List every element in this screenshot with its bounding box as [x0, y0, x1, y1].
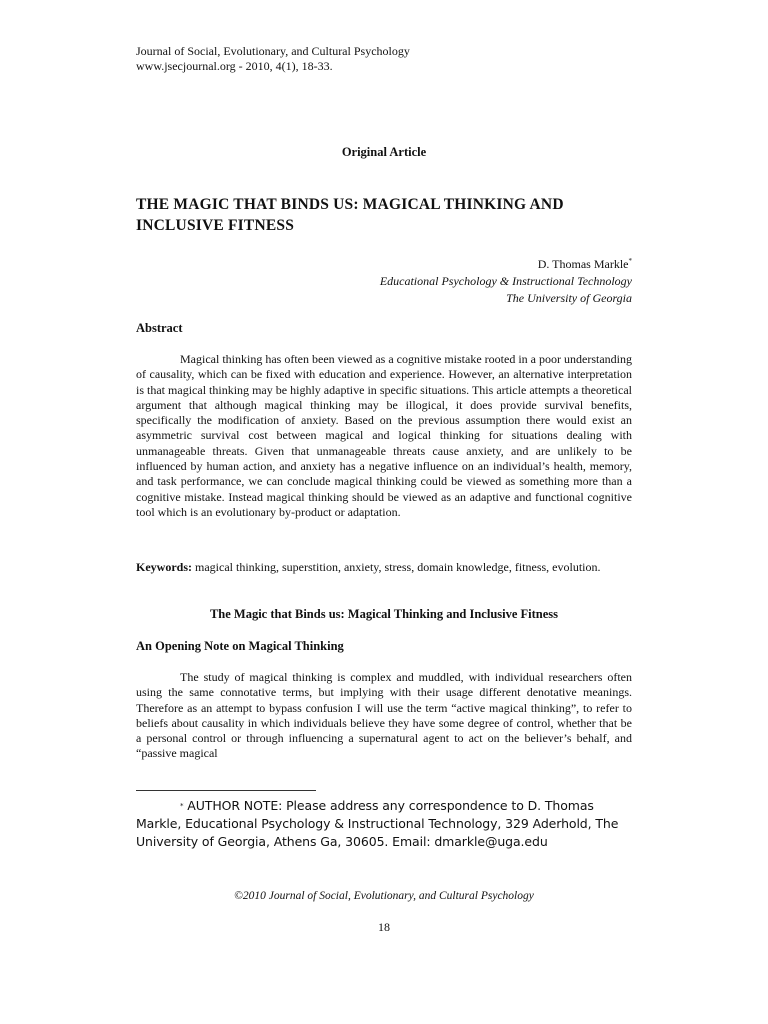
author-institution: The University of Georgia [506, 291, 632, 305]
footnote-mark: * [180, 802, 184, 810]
keywords-text: magical thinking, superstition, anxiety, stress, domain knowledge, fitness, evolution. [192, 560, 601, 574]
footnote-separator [136, 790, 316, 791]
keywords [136, 560, 632, 575]
author-line [380, 253, 632, 273]
journal-header [136, 44, 410, 74]
footnote [136, 797, 636, 851]
author-note-mark: * [628, 257, 632, 265]
section-title: The Magic that Binds us: Magical Thinking and Inclusive Fitness [209, 607, 559, 621]
abstract-text: Magical thinking has often been viewed as a cognitive mistake rooted in a poor understanding of causality, which can be fixed with education and experience. However, an alternative interpretation is that magical thinking may be highly adaptive in specific situations. This article attempts a theoretical argument that although magical thinking may be illogical, it does provide survival benefits, specifically the modification of anxiety. Based on the previous assumption there would exist an asymmetric survival cost between magical and logical thinking for situations dealing with unmanageable threats. Given that unmanageable threats cause anxiety, and are unlikely to be influenced by human action, and anxiety has a negative influence on an individual’s health, memory, and task performance, we can conclude magical thinking could be viewed as something more than a cognitive mistake. Instead magical thinking should be viewed as an adaptive and functional cognitive tool which is an evolutionary by-product or adaptation. [136, 352, 632, 519]
author-block [380, 253, 632, 307]
article-type: Original Article [341, 145, 427, 159]
footnote-text: AUTHOR NOTE: Please address any correspondence to D. Thomas Markle, Educational Psychology & Instructional Technology, 329 Aderhold, The University of Georgia, Athens Ga, 30605. Email: dmarkle@uga.edu [136, 798, 619, 849]
abstract-heading: Abstract [136, 321, 183, 335]
author-name: D. Thomas Markle [537, 257, 629, 271]
journal-citation: www.jsecjournal.org - 2010, 4(1), 18-33. [136, 59, 333, 73]
journal-name: Journal of Social, Evolutionary, and Cultural Psychology [136, 44, 410, 58]
author-department: Educational Psychology & Instructional Technology [379, 274, 632, 288]
subsection-heading: An Opening Note on Magical Thinking [136, 639, 344, 653]
body-paragraph: The study of magical thinking is complex and muddled, with individual researchers often using the same connotative terms, but implying with their usage different denotative meanings. Therefore as an attempt to bypass confusion I will use the term “active magical thinking”, to refer to beliefs about causality in which individuals believe they have some degree of control, whether that be a personal control or through influencing a supernatural agent to act on the believer’s behalf, and “passive magical [136, 670, 632, 761]
keywords-label: Keywords: [136, 560, 192, 574]
article-title: THE MAGIC THAT BINDS US: MAGICAL THINKING AND INCLUSIVE FITNESS [136, 196, 564, 234]
page-number: 18 [378, 920, 390, 934]
copyright-line: ©2010 Journal of Social, Evolutionary, and Cultural Psychology [234, 890, 534, 902]
